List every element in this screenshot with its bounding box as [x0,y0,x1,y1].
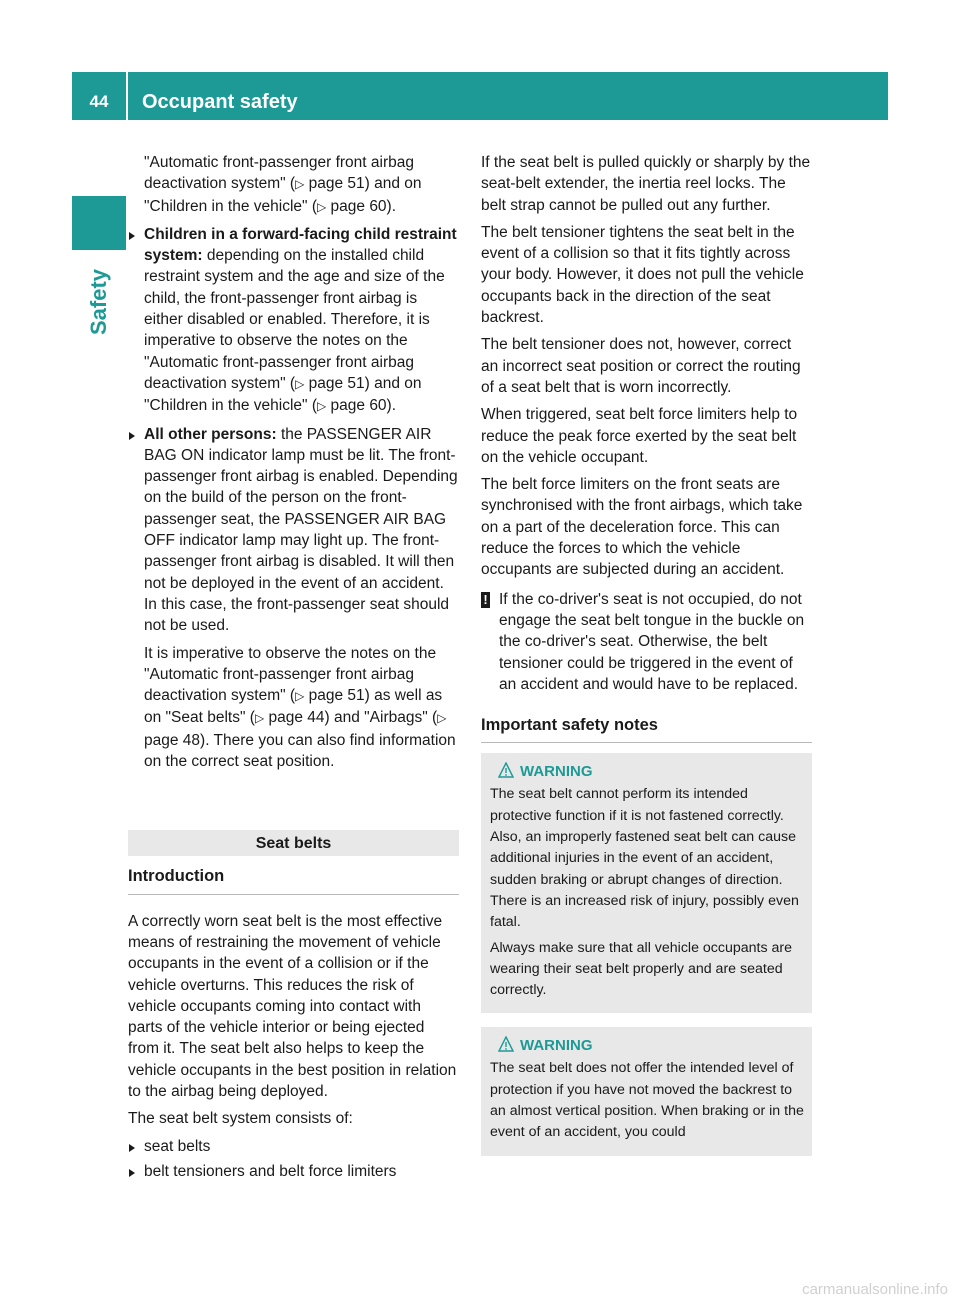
warning-box [481,753,812,1013]
triangle-right-icon: ▷ [316,399,327,414]
triangle-right-icon: ▷ [295,177,305,192]
paragraph: The belt force limiters on the front seats are synchronised with the front airbags, which take on a part of the deceleration force. This can reduce the forces to which the vehicle occupants are subjected during an accident. [481,476,803,579]
warning-icon [498,762,514,779]
list-item: seat belts [128,1136,459,1157]
triangle-right-icon: ▷ [316,199,327,214]
paragraph: If the seat belt is pulled quickly or sharply by the seat-belt extender, the inertia reel locks. The belt strap cannot be pulled out any further. [481,154,811,214]
warning-text: Always make sure that all vehicle occupants are wearing their seat belt properly and are seated correctly. [490,939,793,999]
triangle-right-icon: ▷ [437,711,447,726]
paragraph: The seat belt system consists of: [128,1110,353,1128]
page-title: Occupant safety [142,91,298,113]
paragraph: The belt tensioner does not, however, correct an incorrect seat position or correct the routing of a seat belt that is worn incorrectly. [481,336,801,396]
list-item-paragraph: It is imperative to observe the notes on the "Automatic front-passenger front airbag deactivation system" (▷ page 51) as well as on "Seat belts" (▷ page 44) and "Airbags" (▷ page 48). There you can also find information on the correct seat position. [144,644,456,771]
paragraph: The belt tensioner tightens the seat belt in the event of a collision so that it fits tightly across your body. However, it does not pull the vehicle occupants back in the direction of the seat backrest. [481,223,804,327]
warning-text: The seat belt does not offer the intended level of protection if you have not moved the backrest to an almost vertical position. When braking or in the event of an accident, you could [490,1060,804,1141]
header-divider [126,72,128,120]
warning-title: WARNING [490,1035,804,1056]
sidebar-label: Safety [86,268,112,336]
list-item: All other persons: the PASSENGER AIR BAG ON indicator lamp must be lit. The front-passenger front airbag is enabled. Depending on the build of the person on the front-passenger seat, the PASSENGER AIR BAG OFF indicator lamp may light up. The front-passenger front airbag is disabled. It will then not be deployed in the event of an accident. In this case, the front-passenger seat should not be used. [128,424,459,637]
triangle-right-icon: ▷ [254,711,265,726]
warning-icon [498,1036,514,1053]
section-heading: Seat belts [128,830,459,856]
subsection-heading: Important safety notes [481,715,812,743]
exclamation-icon: ! [481,592,490,608]
list-item: belt tensioners and belt force limiters [128,1161,459,1182]
subsection-heading: Introduction [128,866,459,894]
intro-paragraph: A correctly worn seat belt is the most effective means of restraining the movement of vehicle occupants in the event of a collision or if the vehicle overturns. This reduces the risk of vehicle occupants coming into contact with parts of the vehicle interior or being ejected from it. The seat belt also helps to keep the vehicle occupants in the best position in relation to the airbag being deployed. [128,912,457,1100]
right-column [481,152,812,1156]
page-number: 44 [89,92,109,111]
left-column [128,152,459,1182]
warning-box [481,1027,812,1155]
warning-text: The seat belt cannot perform its intended protective function if it is not fastened correctly. Also, an improperly fastened seat belt can cause additional injuries in the event of an accident, sudden braking or abrupt changes of direction. There is an increased risk of injury, possibly even fatal. [490,786,799,931]
warning-title: WARNING [490,761,804,782]
watermark: carmanualsonline.info [802,1281,948,1298]
list-item: Children in a forward-facing child restraint system: depending on the installed child restraint system and the age and size of the child, the front-passenger front airbag is either disabled or enabled. Therefore, it is imperative to observe the notes on the "Automatic front-passenger front airbag deactivation system" (▷ page 51) and on "Children in the vehicle" (▷ page 60). [128,224,459,418]
note: ! If the co-driver's seat is not occupied, do not engage the seat belt tongue in the buckle on the co-driver's seat. Otherwise, the belt tensioner could be triggered in the event of an accident and would have to be replaced. [481,589,812,695]
triangle-right-icon: ▷ [295,689,305,704]
continued-paragraph: "Automatic front-passenger front airbag deactivation system" (▷ page 51) and on "Children in the vehicle" (▷ page 60). [144,154,422,215]
triangle-right-icon: ▷ [295,376,305,391]
paragraph: When triggered, seat belt force limiters help to reduce the peak force exerted by the seat belt on the vehicle occupant. [481,406,798,466]
